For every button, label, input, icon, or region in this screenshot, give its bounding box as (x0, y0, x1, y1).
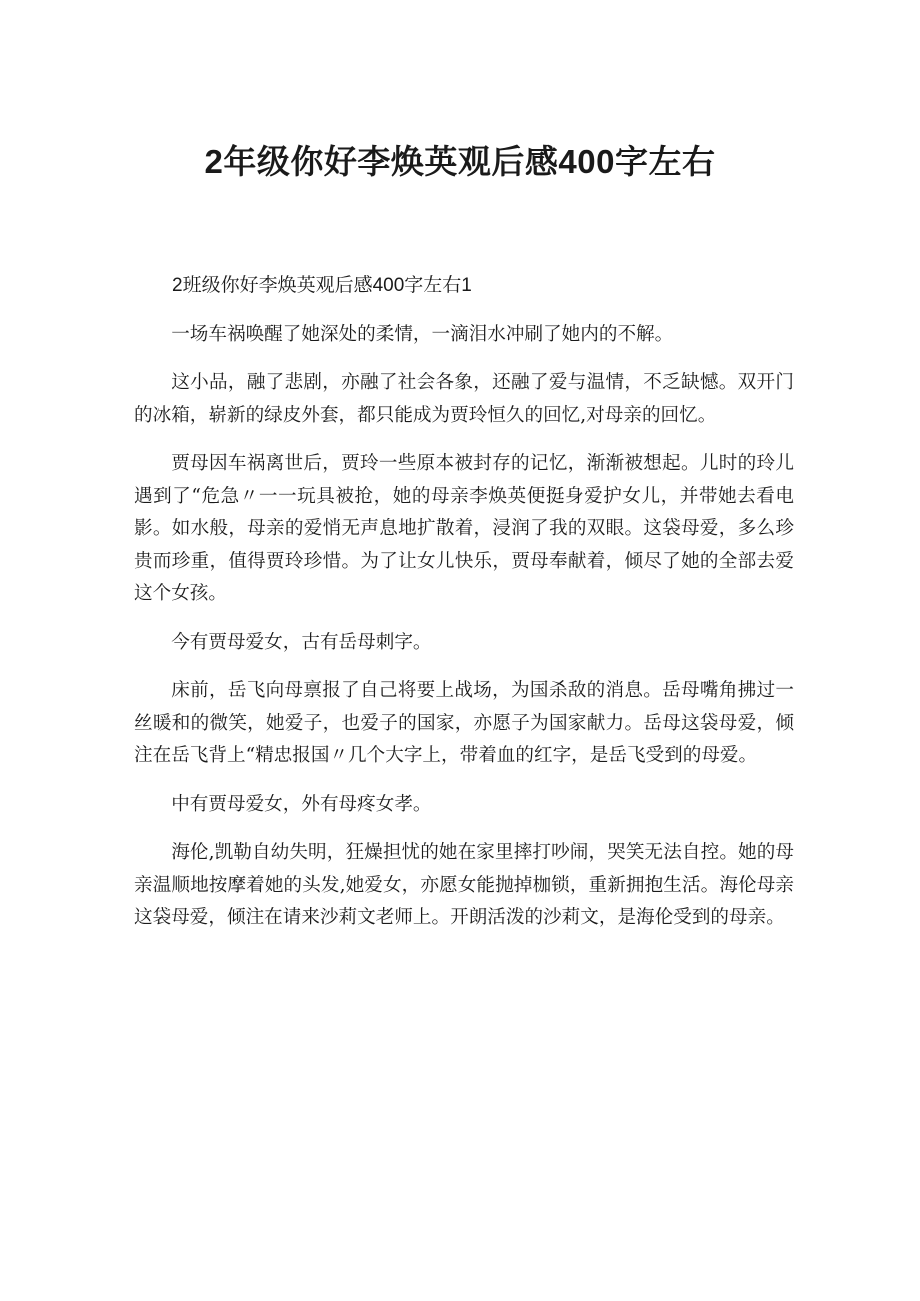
paragraph-2: 这小品，融了悲剧，亦融了社会各象，还融了爱与温情，不乏缺憾。双开门的冰箱，崭新的绿皮外套，都只能成为贾玲恒久的回忆,对母亲的回忆。 (134, 372, 794, 426)
paragraph-7: 海伦,凯勒自幼失明，狂燥担忧的她在家里摔打吵闹，哭笑无法自控。她的母亲温顺地按摩着她的头发,她爱女，亦愿女能抛掉枷锁，重新拥抱生活。海伦母亲这袋母爱，倾注在请来沙莉文老师上。开朗活泼的沙莉文，是海伦受到的母亲。 (134, 842, 794, 928)
paragraph-1: 一场车祸唤醒了她深处的柔情，一滴泪水冲刷了她内的不解。 (171, 323, 674, 345)
document-title: 2年级你好李焕英观后感400字左右 (204, 143, 716, 180)
document-body (134, 270, 794, 951)
section-heading: 2班级你好李焕英观后感400字左右1 (172, 275, 472, 296)
paragraph-6: 中有贾母爱女，外有母疼女孝。 (171, 793, 432, 815)
paragraph-3: 贾母因车祸离世后，贾玲一些原本被封存的记忆，渐渐被想起。儿时的玲儿遇到了“危急〃一一玩具被抢，她的母亲李焕英便挺身爱护女儿，并带她去看电影。如水般，母亲的爱悄无声息地扩散着，浸润了我的双眼。这袋母爱，多么珍贵而珍重，值得贾玲珍惜。为了让女儿快乐，贾母奉献着，倾尽了她的全部去爱这个女孩。 (134, 453, 794, 604)
paragraph-5: 床前，岳飞向母禀报了自己将要上战场，为国杀敌的消息。岳母嘴角拂过一丝暖和的微笑，她爱子，也爱子的国家，亦愿子为国家献力。岳母这袋母爱，倾注在岳飞背上“精忠报国〃几个大字上，带着血的红字，是岳飞受到的母爱。 (134, 680, 794, 766)
paragraph-4: 今有贾母爱女，古有岳母刺字。 (171, 631, 432, 653)
